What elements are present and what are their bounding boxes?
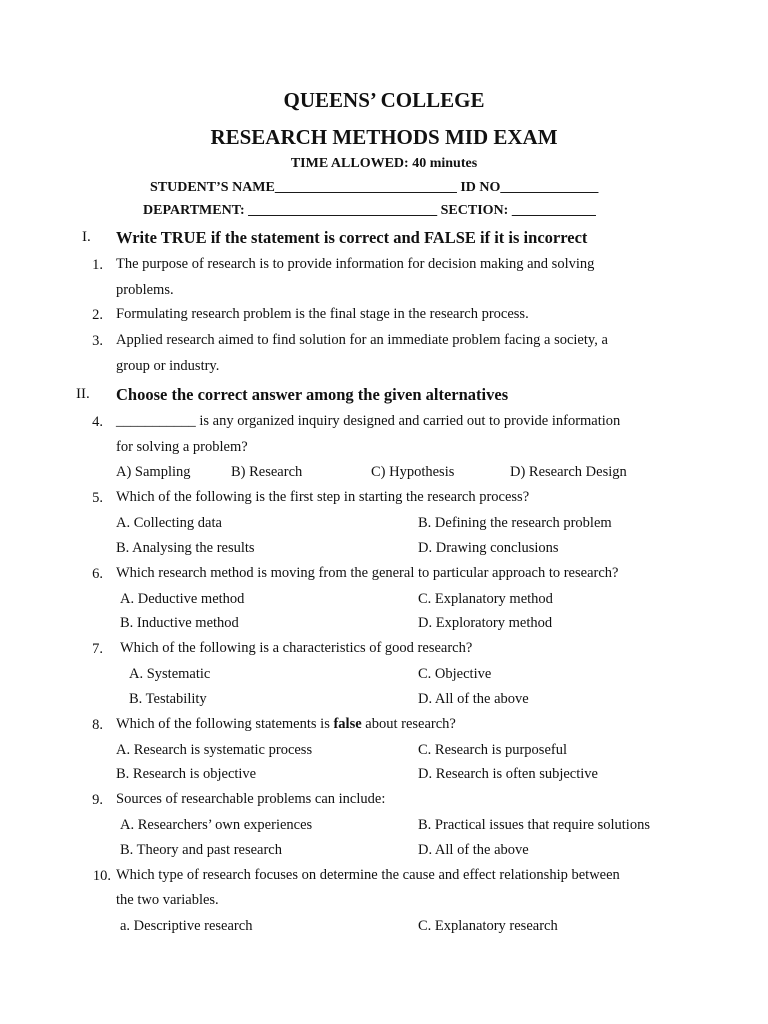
department-line: DEPARTMENT: ___________________________ SECTION: ____________ xyxy=(143,203,596,218)
option-a: A. Researchers’ own experiences xyxy=(120,817,313,833)
option-a: A. Deductive method xyxy=(120,591,245,607)
question-text: Which of the following statements is false about research? xyxy=(116,716,456,732)
option-a: A. Research is systematic process xyxy=(116,742,313,758)
option-b: B) Research xyxy=(231,464,303,480)
option-d: D. Research is often subjective xyxy=(418,766,598,782)
section-1-title: Write TRUE if the statement is correct and FALSE if it is incorrect xyxy=(116,228,588,247)
student-name-line: STUDENT’S NAME__________________________ ID NO______________ xyxy=(150,180,599,195)
question-text: Which type of research focuses on determine the cause and effect relationship between xyxy=(116,867,620,883)
option-a: A. Collecting data xyxy=(116,515,222,531)
exam-title: RESEARCH METHODS MID EXAM xyxy=(210,125,558,149)
question-text: Which of the following is the first step in starting the research process? xyxy=(116,489,530,505)
emphasis-word: false xyxy=(333,716,362,732)
option-c: C. Research is purposeful xyxy=(418,742,567,758)
question-text: problems. xyxy=(116,282,174,298)
option-d: D. All of the above xyxy=(418,691,529,707)
option-b: B. Inductive method xyxy=(120,615,239,631)
option-d: D. Exploratory method xyxy=(418,615,553,631)
question-number: 8. xyxy=(92,717,103,733)
question-text: the two variables. xyxy=(116,892,219,908)
question-number: 5. xyxy=(92,490,103,506)
section-2-title: Choose the correct answer among the given alternatives xyxy=(116,385,509,404)
question-text: The purpose of research is to provide information for decision making and solving xyxy=(116,256,595,272)
option-b: B. Theory and past research xyxy=(120,842,282,858)
question-number: 2. xyxy=(92,307,103,323)
option-a: A. Systematic xyxy=(129,666,211,682)
option-d: D. All of the above xyxy=(418,842,529,858)
question-number: 3. xyxy=(92,333,103,349)
time-allowed: TIME ALLOWED: 40 minutes xyxy=(290,156,478,171)
option-c: C. Explanatory method xyxy=(418,591,553,607)
question-text: group or industry. xyxy=(116,358,220,374)
option-c: C. Explanatory research xyxy=(418,918,558,934)
section-1-number: I. xyxy=(82,229,91,245)
question-text: Sources of researchable problems can include: xyxy=(116,791,386,807)
question-number: 10. xyxy=(92,868,111,884)
option-c: C) Hypothesis xyxy=(371,464,455,480)
question-text: for solving a problem? xyxy=(116,439,248,455)
option-a: a. Descriptive research xyxy=(120,918,253,934)
option-d: D. Drawing conclusions xyxy=(418,540,559,556)
question-text: Which of the following is a characteristics of good research? xyxy=(120,640,473,656)
question-number: 9. xyxy=(92,792,103,808)
option-a: A) Sampling xyxy=(116,464,191,480)
option-b: B. Testability xyxy=(129,691,207,707)
option-c: C. Objective xyxy=(418,666,492,682)
question-number: 7. xyxy=(92,641,103,657)
question-text: Applied research aimed to find solution for an immediate problem facing a society, a xyxy=(116,332,608,348)
question-text: Which research method is moving from the general to particular approach to research? xyxy=(116,565,619,581)
question-text: ___________ is any organized inquiry designed and carried out to provide information xyxy=(116,413,621,429)
option-b: B. Analysing the results xyxy=(116,540,255,556)
question-text: Formulating research problem is the final stage in the research process. xyxy=(116,306,529,322)
question-number: 4. xyxy=(92,414,103,430)
option-d: D) Research Design xyxy=(510,464,627,480)
option-b: B. Research is objective xyxy=(116,766,257,782)
option-c: B. Practical issues that require solutions xyxy=(418,817,650,833)
question-number: 6. xyxy=(92,566,103,582)
college-title: QUEENS’ COLLEGE xyxy=(283,88,485,112)
question-number: 1. xyxy=(92,257,103,273)
section-2-number: II. xyxy=(76,386,90,402)
option-c: B. Defining the research problem xyxy=(418,515,612,531)
